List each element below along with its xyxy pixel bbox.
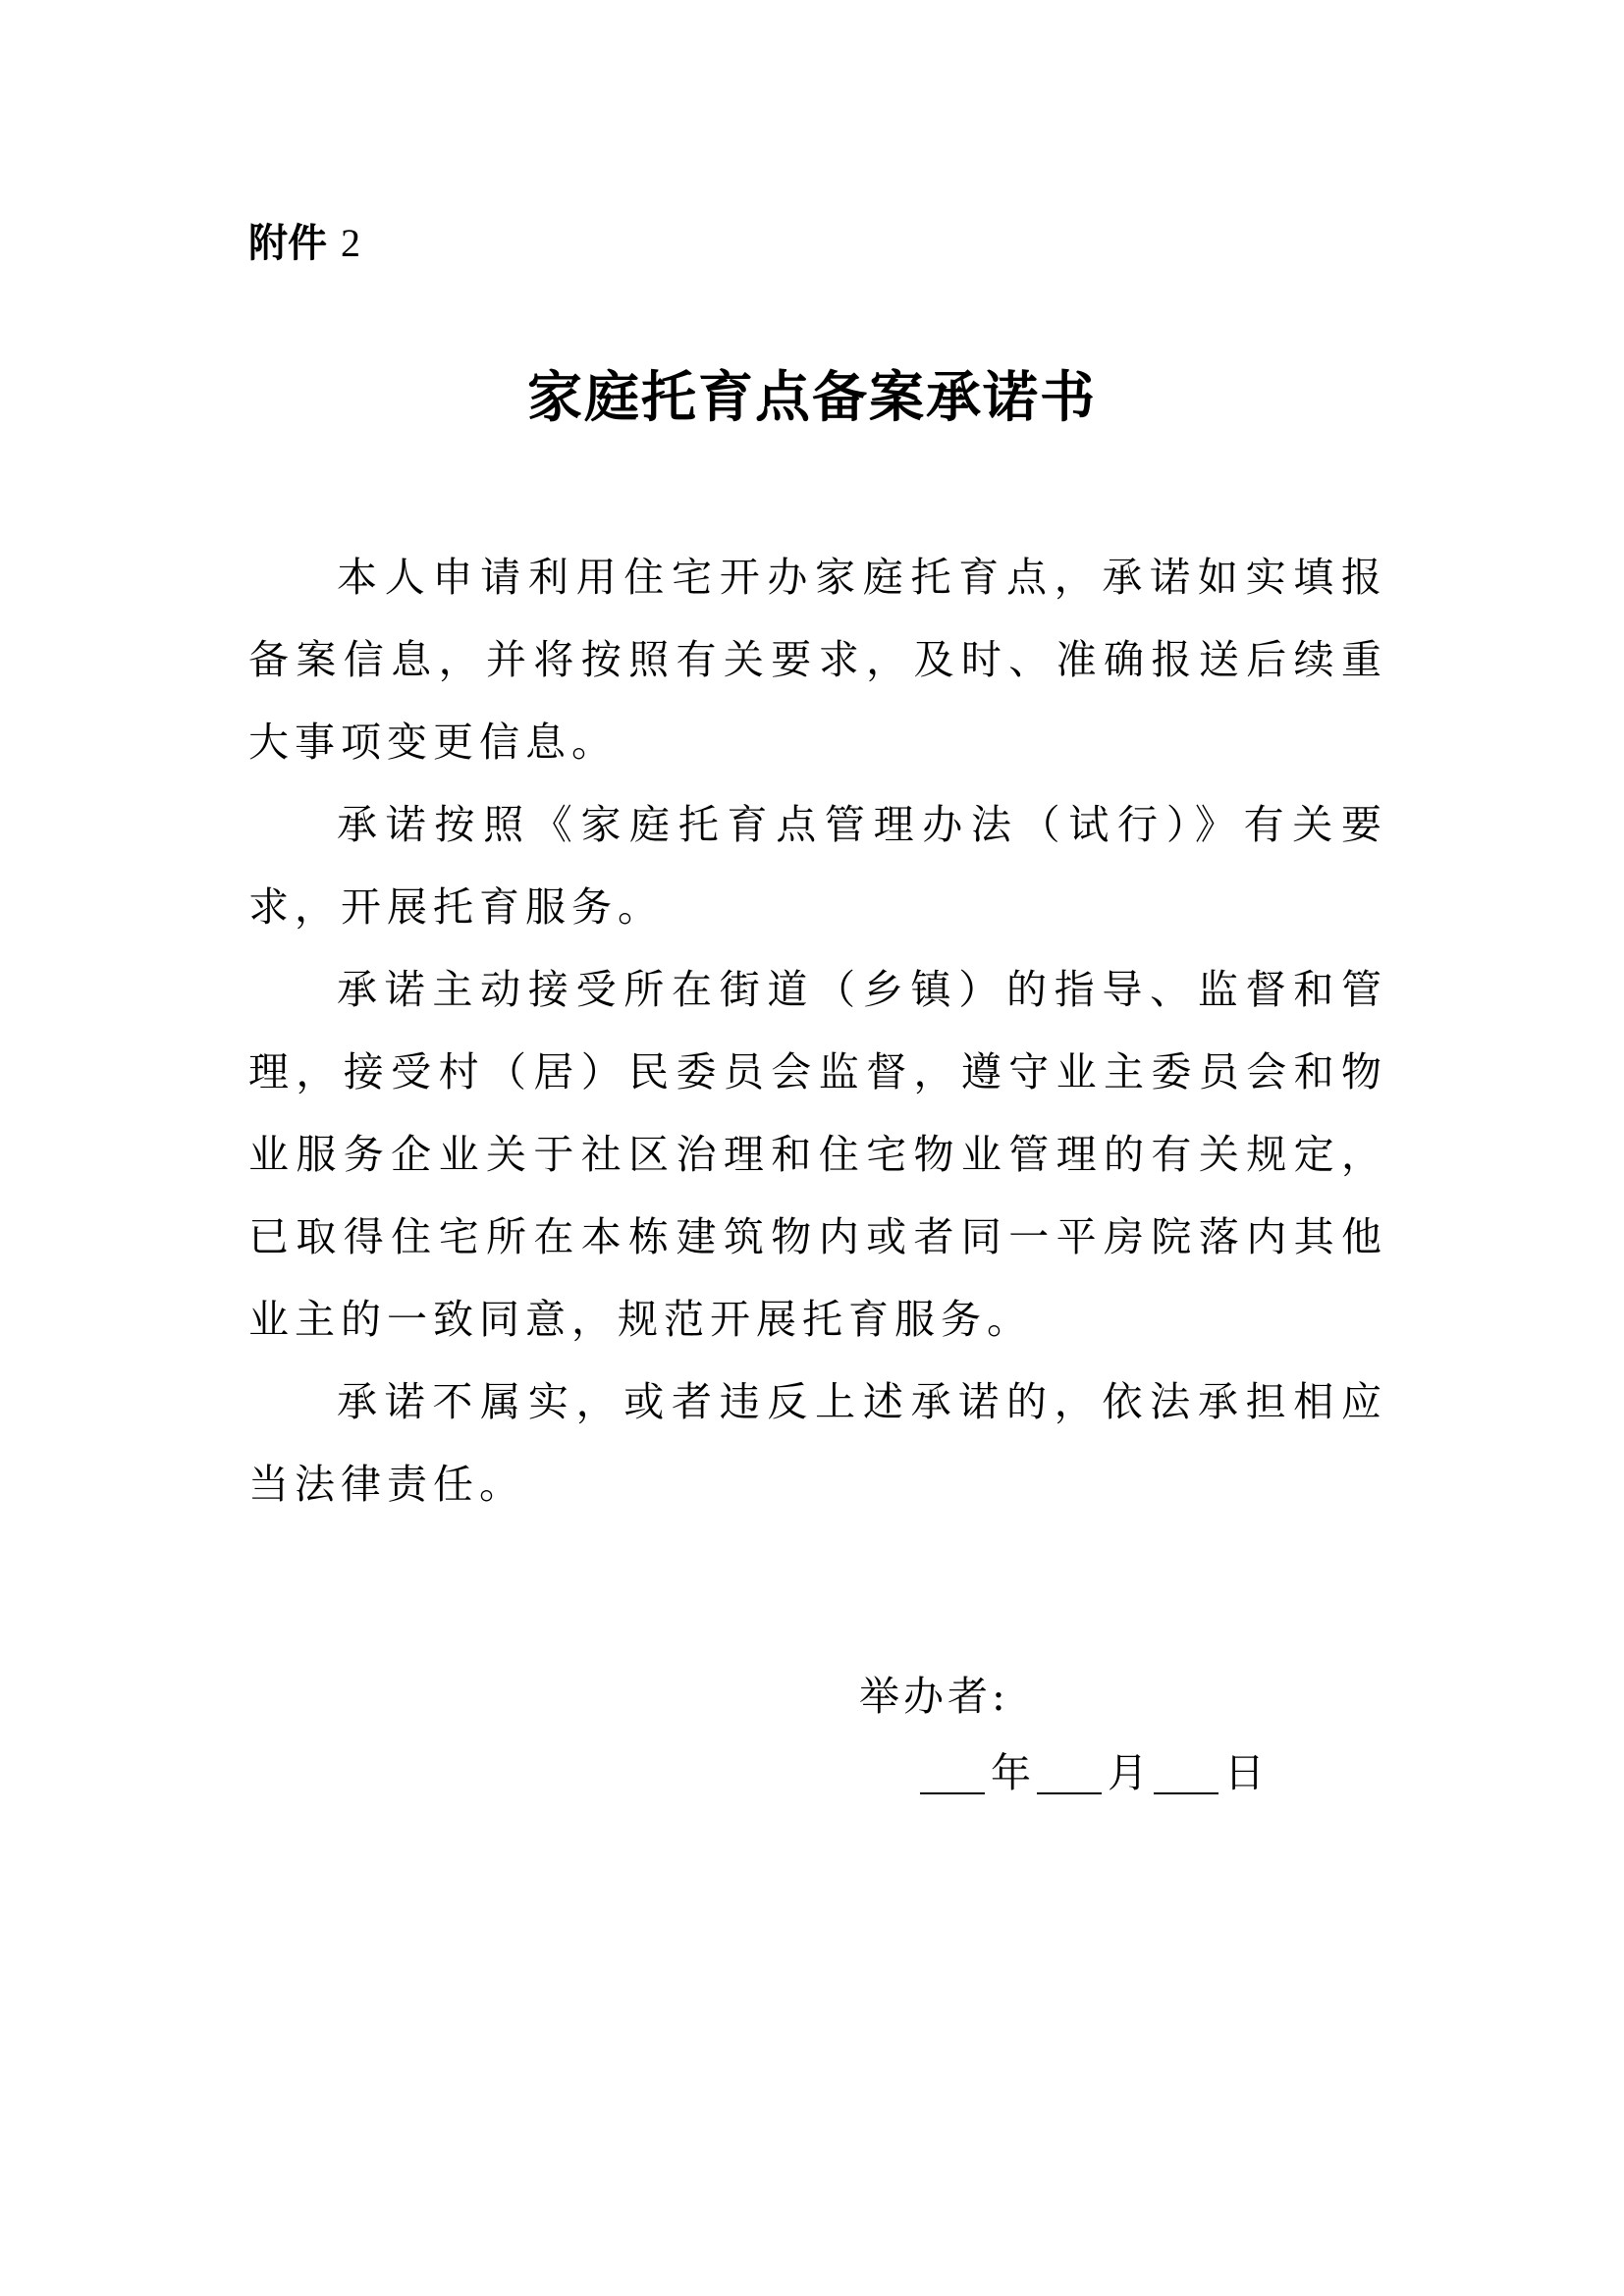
- paragraph-4: 承诺不属实，或者违反上述承诺的，依法承担相应当法律责任。: [248, 1378, 1387, 1508]
- day-blank[interactable]: [1154, 1749, 1218, 1794]
- organizer-signature-label: 举办者:: [859, 1673, 1009, 1720]
- day-label: 日: [1224, 1749, 1265, 1796]
- attachment-label: [248, 218, 360, 269]
- year-blank[interactable]: [920, 1749, 985, 1794]
- document-body: [248, 536, 1387, 1525]
- month-blank[interactable]: [1037, 1749, 1102, 1794]
- paragraph-3: 承诺主动接受所在街道（乡镇）的指导、监督和管理，接受村（居）民委员会监督，遵守业主委员会和物业服务企业关于社区治理和住宅物业管理的有关规定，已取得住宅所在本栋建筑物内或者同一平房院落内其他业主的一致同意，规范开展托育服务。: [248, 966, 1387, 1343]
- date-line: [920, 1743, 1271, 1802]
- year-label: 年: [991, 1749, 1031, 1796]
- paragraph-2: 承诺按照《家庭托育点管理办法（试行）》有关要求，开展托育服务。: [248, 801, 1387, 931]
- document-title: 家庭托育点备案承诺书: [527, 365, 1097, 430]
- attachment-label-text: 附件: [248, 221, 327, 266]
- paragraph-1: 本人申请利用住宅开办家庭托育点，承诺如实填报备案信息，并将按照有关要求，及时、准确报送后续重大事项变更信息。: [248, 554, 1387, 766]
- month-label: 月: [1108, 1749, 1148, 1796]
- attachment-number: 2: [340, 221, 360, 265]
